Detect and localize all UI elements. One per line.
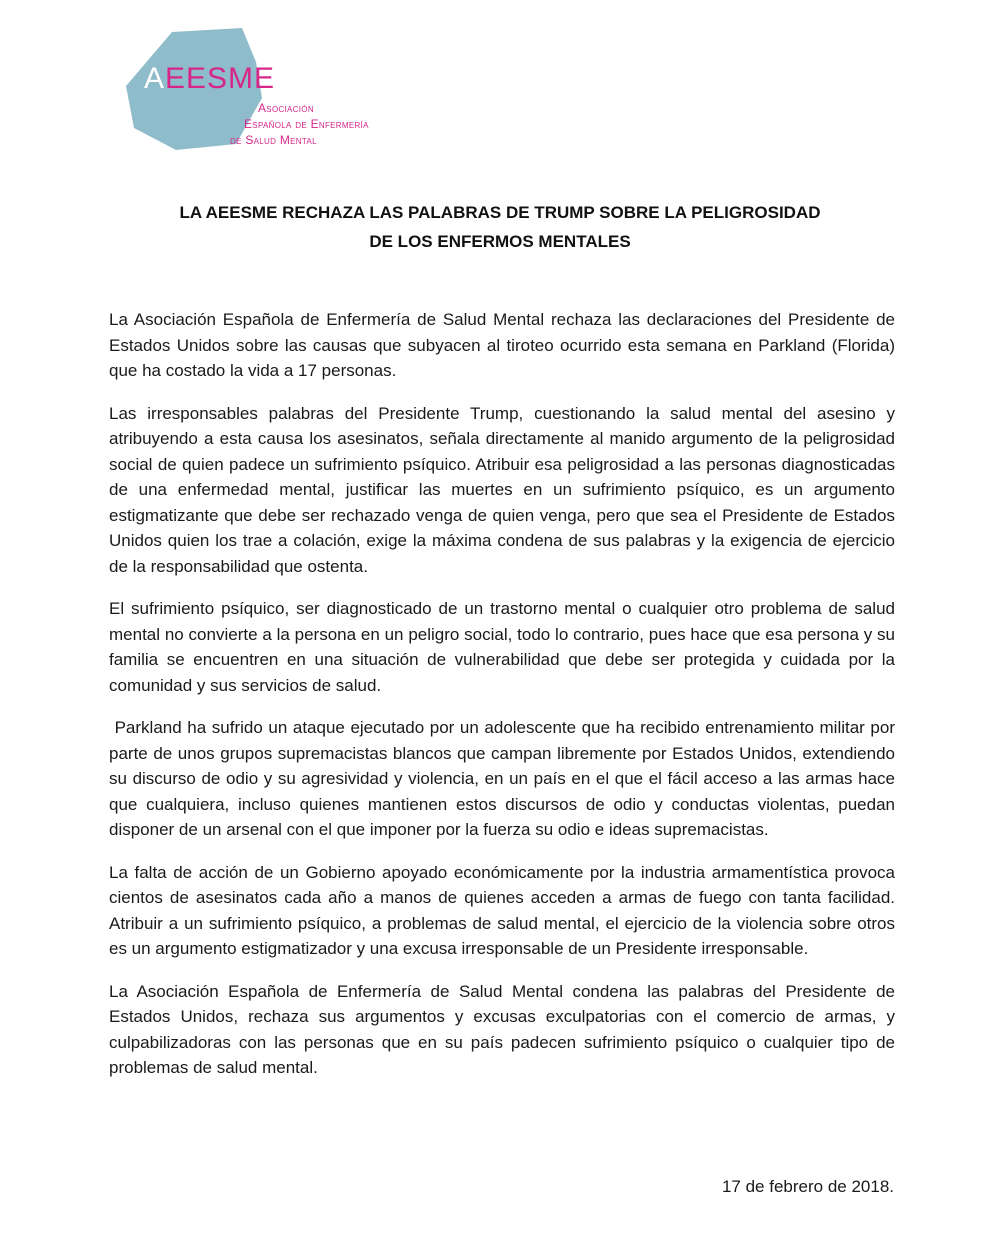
body-paragraph-6: La Asociación Española de Enfermería de Salud Mental condena las palabras del Presidente de Estados Unidos, rechaza sus argumentos y excusas exculpatorias con el comercio de armas, y culpabilizadoras con las personas que en su país padecen sufrimiento psíquico o cualquier tipo de problemas de salud mental. bbox=[109, 981, 895, 1077]
body-paragraph-5: La falta de acción de un Gobierno apoyado económicamente por la industria armamentística provoca cientos de asesinatos cada año a manos de quienes acceden a armas de fuego con tanta facilidad. Atribuir a un sufrimiento psíquico, a problemas de salud mental, el ejercicio de la violencia sobre otros es un argumento estigmatizador y una excusa irresponsable de un Presidente irresponsable. bbox=[109, 862, 895, 958]
document-body bbox=[109, 307, 900, 1098]
document-title-line-1: LA AEESME RECHAZA LAS PALABRAS DE TRUMP SOBRE LA PELIGROSIDAD bbox=[179, 203, 821, 222]
body-paragraph-3: El sufrimiento psíquico, ser diagnosticado de un trastorno mental o cualquier otro problema de salud mental no convierte a la persona en un peligro social, todo lo contrario, pues hace que esa persona y su familia se encuentren en una situación de vulnerabilidad que debe ser protegida y cuidada por la comunidad y sus servicios de salud. bbox=[109, 599, 895, 695]
body-paragraph-4: Parkland ha sufrido un ataque ejecutado por un adolescente que ha recibido entrenamiento militar por parte de unos grupos supremacistas blancos que campan libremente por Estados Unidos, extendiendo su discurso de odio y su agresividad y violencia, en un país en el que el fácil acceso a las armas hace que cualquiera, incluso quienes mantienen estos discursos de odio y conductas violentas, puedan disponer de un arsenal con el que imponer por la fuerza su odio e ideas supremacistas. bbox=[109, 718, 900, 839]
logo-org-line-3: de Salud Mental bbox=[230, 133, 317, 147]
logo-org-line-1: Asociación bbox=[258, 101, 314, 115]
body-paragraph-1: La Asociación Española de Enfermería de Salud Mental rechaza las declaraciones del Presidente de Estados Unidos sobre las causas que subyacen al tiroteo ocurrido esta semana en Parkland (Florida) que ha costado la vida a 17 personas. bbox=[109, 310, 895, 380]
logo-org-name bbox=[230, 100, 369, 148]
document-title-line-2: DE LOS ENFERMOS MENTALES bbox=[369, 232, 631, 251]
logo-wordmark bbox=[144, 64, 275, 94]
body-paragraph-2: Las irresponsables palabras del Presidente Trump, cuestionando la salud mental del asesino y atribuyendo a esta causa los asesinatos, señala directamente al manido argumento de la peligrosidad social de quien padece un sufrimiento psíquico. Atribuir esa peligrosidad a las personas diagnosticadas de una enfermedad mental, justificar las muertes en un sufrimiento psíquico, es un argumento estigmatizante que debe ser rechazado venga de quien venga, pero que sea el Presidente de Estados Unidos quien los trae a colación, exige la máxima condena de sus palabras y la exigencia de ejercicio de la responsabilidad que ostenta. bbox=[109, 403, 895, 576]
document-date: 17 de febrero de 2018. bbox=[721, 1177, 894, 1196]
logo-wordmark-rest: EESME bbox=[165, 62, 276, 95]
logo-wordmark-first-letter: A bbox=[144, 62, 166, 95]
aeesme-logo bbox=[124, 28, 424, 158]
logo-org-line-2: Española de Enfermería bbox=[244, 117, 369, 131]
document-title bbox=[60, 198, 940, 256]
